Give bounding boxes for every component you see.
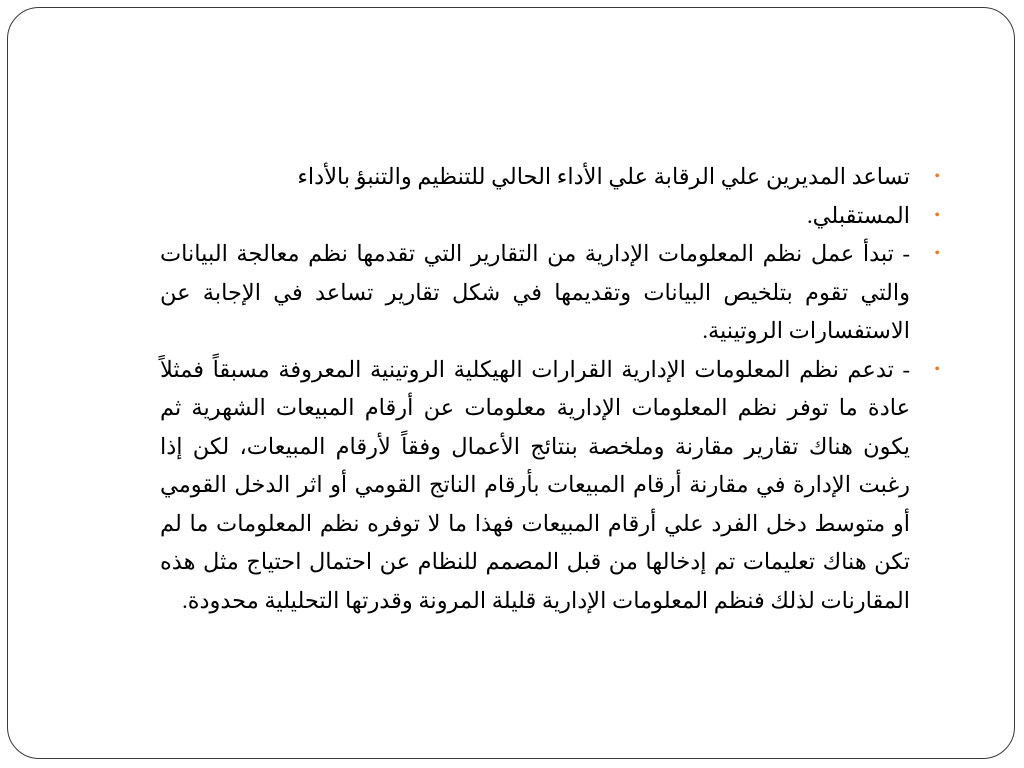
bullet-item	[160, 197, 940, 236]
bullet-list	[160, 158, 940, 620]
bullet-dot-icon: •	[934, 245, 940, 262]
bullet-text: تساعد المديرين علي الرقابة علي الأداء الحالي للتنظيم والتنبؤ بالأداء	[297, 164, 910, 189]
bullet-item	[160, 158, 940, 197]
bullet-item	[160, 351, 940, 621]
bullet-dot-icon: •	[934, 168, 940, 185]
bullet-text: - تبدأ عمل نظم المعلومات الإدارية من التقارير التي تقدمها نظم معالجة البيانات والتي تقوم بتلخيص البيانات وتقديمها في شكل تقارير تساعد في الإجابة عن الاستفسارات الروتينية.	[160, 241, 910, 343]
bullet-text: - تدعم نظم المعلومات الإدارية القرارات الهيكلية الروتينية المعروفة مسبقاً فمثلاً عادة ما توفر نظم المعلومات الإدارية معلومات عن أرقام المبيعات الشهرية ثم يكون هناك تقارير مقارنة وملخصة بنتائج الأعمال وفقاً لأرقام المبيعات، لكن إذا رغبت الإدارة في مقارنة أرقام المبيعات بأرقام الناتج القومي أو اثر الدخل القومي أو متوسط دخل الفرد علي أرقام المبيعات فهذا ما لا توفره نظم المعلومات ما لم تكن هناك تعليمات تم إدخالها من قبل المصمم للنظام عن احتمال احتياج مثل هذه المقارنات لذلك فنظم المعلومات الإدارية قليلة المرونة وقدرتها التحليلية محدودة.	[160, 356, 910, 613]
bullet-text: المستقبلي.	[807, 202, 910, 228]
bullet-dot-icon: •	[934, 206, 940, 224]
bullet-item	[160, 235, 940, 351]
bullet-dot-icon: •	[934, 360, 940, 378]
